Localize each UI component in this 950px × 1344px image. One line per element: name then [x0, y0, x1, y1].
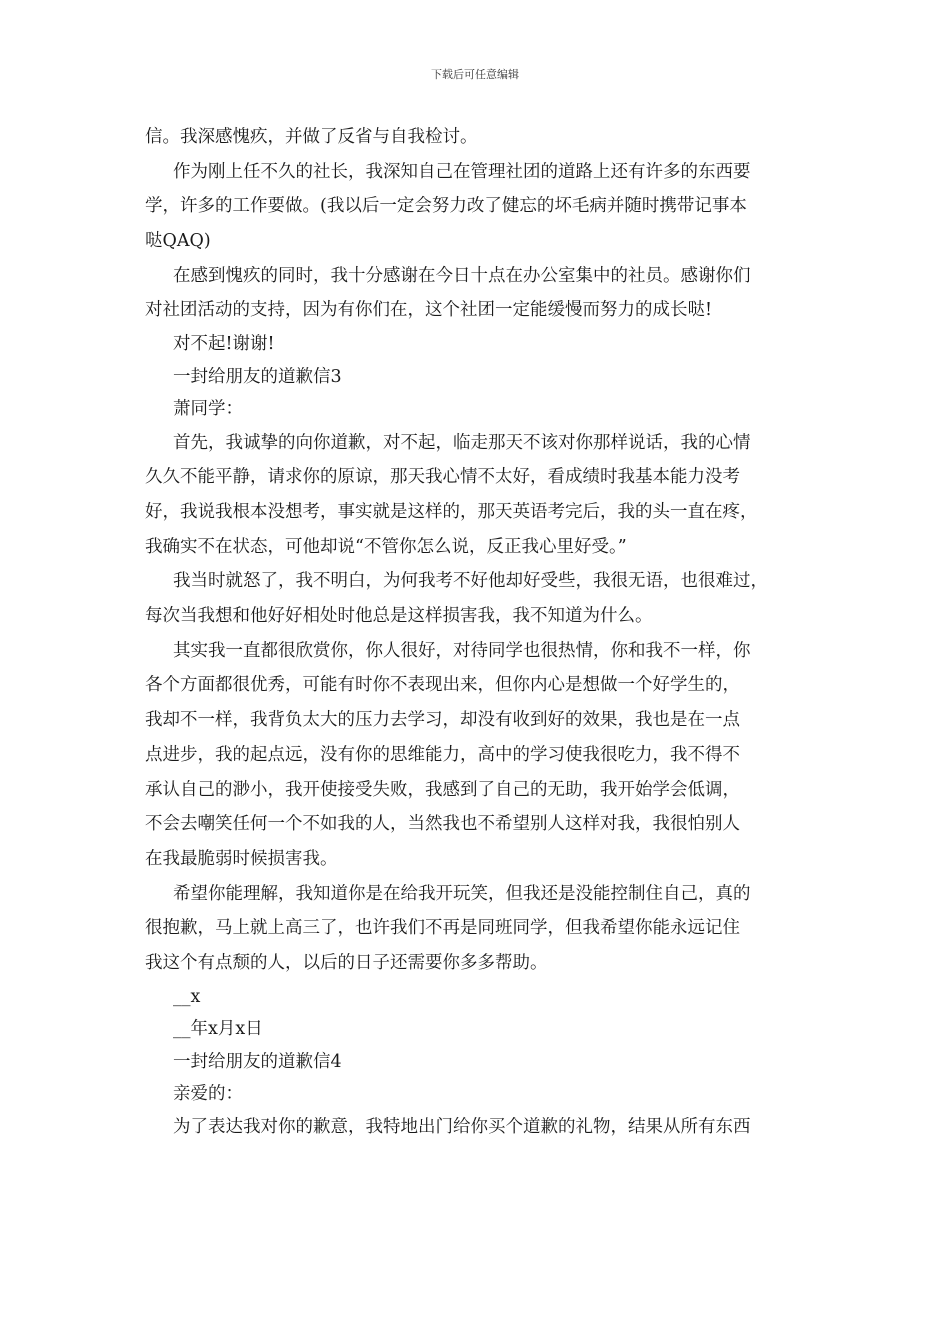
text-line: 承认自己的渺小，我开使接受失败，我感到了自己的无助，我开始学会低调，: [145, 779, 740, 800]
text-line: 首先，我诚挚的向你道歉，对不起，临走那天不该对你那样说话，我的心情: [173, 432, 751, 453]
text-line: 点进步，我的起点远，没有你的思维能力，高中的学习使我很吃力，我不得不: [145, 744, 740, 765]
text-line: 对不起!谢谢!: [173, 334, 275, 355]
date-line: __年x月x日: [173, 1019, 263, 1040]
text-line: 我确实不在状态，可他却说“不管你怎么说，反正我心里好受。”: [145, 536, 627, 557]
text-line: 每次当我想和他好好相处时他总是这样损害我，我不知道为什么。: [145, 606, 653, 627]
text-line: 不会去嘲笑任何一个不如我的人，当然我也不希望别人这样对我，我很怕别人: [145, 814, 740, 835]
text-line: 久久不能平静，请求你的原谅，那天我心情不太好，看成绩时我基本能力没考: [145, 467, 740, 488]
text-line: 很抱歉，马上就上高三了，也许我们不再是同班同学，但我希望你能永远记住: [145, 918, 740, 939]
document-body: [145, 120, 815, 1143]
text-line: 各个方面都很优秀，可能有时你不表现出来，但你内心是想做一个好学生的，: [145, 675, 740, 696]
text-line: 好，我说我根本没想考，事实就是这样的，那天英语考完后，我的头一直在疼，: [145, 502, 758, 522]
section-heading: 一封给朋友的道歉信4: [173, 1051, 342, 1072]
text-line: 哒QAQ): [145, 231, 211, 252]
text-line: 我当时就怒了，我不明白，为何我考不好他却好受些，我很无语，也很难过，: [173, 571, 768, 592]
salutation: 萧同学：: [173, 399, 243, 420]
text-line: 希望你能理解，我知道你是在给我开玩笑，但我还是没能控制住自己，真的: [173, 883, 751, 904]
signature-line: __x: [173, 986, 201, 1007]
section-heading: 一封给朋友的道歉信3: [173, 366, 342, 387]
text-line: 其实我一直都很欣赏你，你人很好，对待同学也很热情，你和我不一样，你: [173, 640, 751, 661]
text-line: 我这个有点颓的人，以后的日子还需要你多多帮助。: [145, 952, 548, 973]
header-note: 下载后可任意编辑: [431, 68, 519, 81]
text-line: 在感到愧疚的同时，我十分感谢在今日十点在办公室集中的社员。感谢你们: [173, 265, 751, 286]
text-line: 学，许多的工作要做。(我以后一定会努力改了健忘的坏毛病并随时携带记事本: [145, 196, 747, 217]
text-line: 为了表达我对你的歉意，我特地出门给你买个道歉的礼物，结果从所有东西: [173, 1116, 751, 1137]
text-line: 信。我深感愧疚，并做了反省与自我检讨。: [145, 127, 478, 147]
salutation: 亲爱的：: [173, 1084, 243, 1105]
text-line: 对社团活动的支持，因为有你们在，这个社团一定能缓慢而努力的成长哒!: [145, 300, 713, 321]
text-line: 在我最脆弱时候损害我。: [145, 848, 338, 869]
text-line: 我却不一样，我背负太大的压力去学习，却没有收到好的效果，我也是在一点: [145, 710, 740, 731]
text-line: 作为刚上任不久的社长，我深知自己在管理社团的道路上还有许多的东西要: [173, 161, 751, 182]
